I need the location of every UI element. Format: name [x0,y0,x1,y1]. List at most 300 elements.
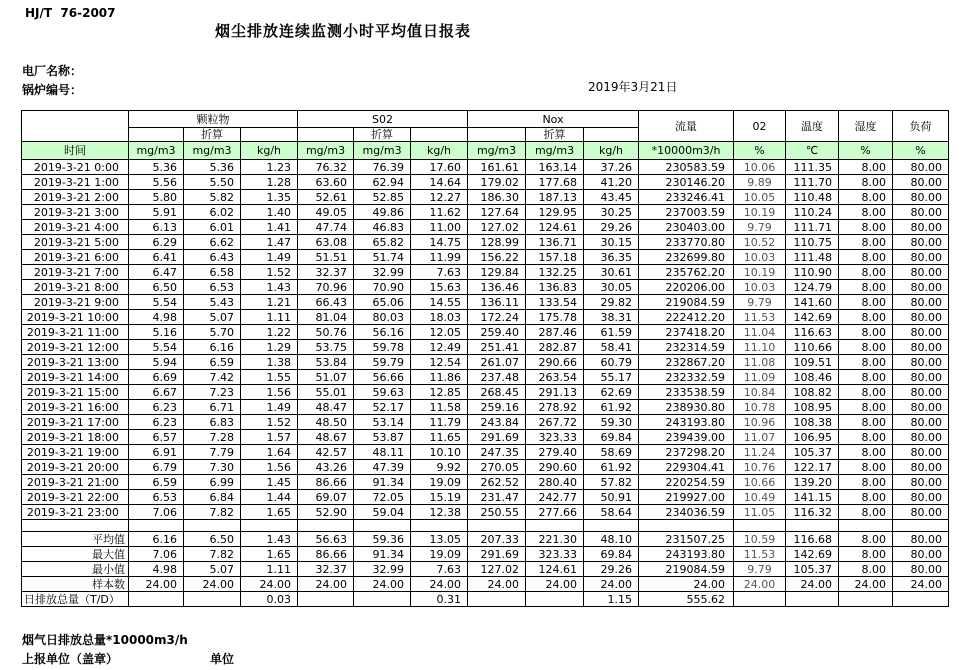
blank-cell [526,520,584,532]
summary-value-cell: 56.63 [298,532,354,547]
value-cell: 12.27 [411,190,468,205]
value-cell: 47.74 [298,220,354,235]
summary-value-cell: 243193.80 [639,547,734,562]
value-cell: 11.65 [411,430,468,445]
value-cell: 157.18 [526,250,584,265]
summary-value-cell: 24.00 [786,577,839,592]
time-cell: 2019-3-21 12:00 [22,340,129,355]
value-cell: 52.85 [354,190,411,205]
value-cell: 80.00 [893,415,949,430]
summary-value-cell: 1.43 [241,532,298,547]
value-cell: 291.13 [526,385,584,400]
value-cell: 55.17 [584,370,639,385]
value-cell: 1.52 [241,265,298,280]
value-cell: 80.00 [893,325,949,340]
summary-value-cell: 221.30 [526,532,584,547]
value-cell: 230403.00 [639,220,734,235]
value-cell: 14.55 [411,295,468,310]
time-cell: 2019-3-21 4:00 [22,220,129,235]
value-cell: 53.87 [354,430,411,445]
value-cell: 42.57 [298,445,354,460]
value-cell: 6.69 [129,370,184,385]
table-row [22,280,949,295]
value-cell: 6.02 [184,205,241,220]
value-cell: 6.59 [184,355,241,370]
value-cell: 163.14 [526,160,584,175]
value-cell: 11.58 [411,400,468,415]
value-cell: 1.56 [241,460,298,475]
boiler-no-label: 锅炉编号： [22,83,83,97]
value-cell: 11.00 [411,220,468,235]
summary-value-cell: 24.00 [468,577,526,592]
table-row [22,325,949,340]
value-cell: 5.16 [129,325,184,340]
summary-value-cell: 24.00 [839,577,893,592]
value-cell: 6.57 [129,430,184,445]
value-cell: 235762.20 [639,265,734,280]
table-row [22,205,949,220]
value-cell: 1.41 [241,220,298,235]
time-cell: 2019-3-21 15:00 [22,385,129,400]
value-cell: 29.82 [584,295,639,310]
value-cell: 80.00 [893,475,949,490]
value-cell: 80.00 [893,505,949,520]
value-cell: 1.22 [241,325,298,340]
summary-value-cell [468,592,526,607]
value-cell: 7.63 [411,265,468,280]
value-cell: 53.14 [354,415,411,430]
value-cell: 51.74 [354,250,411,265]
value-cell: 8.00 [839,370,893,385]
value-cell: 43.45 [584,190,639,205]
value-cell: 250.55 [468,505,526,520]
value-cell: 80.00 [893,190,949,205]
value-cell: 129.84 [468,265,526,280]
blank-cell [241,520,298,532]
value-cell: 8.00 [839,205,893,220]
value-cell: 8.00 [839,475,893,490]
unit-cell: mg/m3 [184,142,241,160]
value-cell: 76.32 [298,160,354,175]
value-cell: 5.91 [129,205,184,220]
value-cell: 323.33 [526,430,584,445]
value-cell: 277.66 [526,505,584,520]
value-cell: 234036.59 [639,505,734,520]
value-cell: 7.28 [184,430,241,445]
value-cell: 80.00 [893,160,949,175]
summary-value-cell: 59.36 [354,532,411,547]
value-cell: 8.00 [839,385,893,400]
value-cell: 1.35 [241,190,298,205]
value-cell: 51.07 [298,370,354,385]
value-cell: 51.51 [298,250,354,265]
value-cell: 8.00 [839,220,893,235]
value-cell: 105.37 [786,445,839,460]
unit-cell: kg/h [411,142,468,160]
value-cell: 136.11 [468,295,526,310]
table-row [22,415,949,430]
value-cell: 9.79 [734,220,786,235]
value-cell: 11.10 [734,340,786,355]
value-cell: 11.08 [734,355,786,370]
value-cell: 237418.20 [639,325,734,340]
value-cell: 5.43 [184,295,241,310]
time-cell: 2019-3-21 1:00 [22,175,129,190]
summary-value-cell: 11.53 [734,547,786,562]
time-cell: 2019-3-21 23:00 [22,505,129,520]
summary-value-cell: 8.00 [839,562,893,577]
value-cell: 80.00 [893,235,949,250]
value-cell: 12.38 [411,505,468,520]
units-row [22,142,949,160]
summary-value-cell: 24.00 [241,577,298,592]
value-cell: 219927.00 [639,490,734,505]
value-cell: 50.91 [584,490,639,505]
value-cell: 1.64 [241,445,298,460]
summary-label: 最大值 [22,547,129,562]
value-cell: 282.87 [526,340,584,355]
value-cell: 222412.20 [639,310,734,325]
value-cell: 5.80 [129,190,184,205]
unit-cell: kg/h [241,142,298,160]
value-cell: 11.24 [734,445,786,460]
value-cell: 8.00 [839,235,893,250]
value-cell: 15.63 [411,280,468,295]
value-cell: 9.92 [411,460,468,475]
value-cell: 8.00 [839,490,893,505]
time-cell: 2019-3-21 16:00 [22,400,129,415]
value-cell: 136.46 [468,280,526,295]
value-cell: 6.79 [129,460,184,475]
unit-cell: kg/h [584,142,639,160]
value-cell: 59.30 [584,415,639,430]
value-cell: 38.31 [584,310,639,325]
value-cell: 80.00 [893,310,949,325]
value-cell: 1.28 [241,175,298,190]
value-cell: 66.43 [298,295,354,310]
value-cell: 10.52 [734,235,786,250]
value-cell: 230583.59 [639,160,734,175]
value-cell: 48.67 [298,430,354,445]
value-cell: 80.00 [893,250,949,265]
table-row [22,175,949,190]
value-cell: 290.60 [526,460,584,475]
value-cell: 6.16 [184,340,241,355]
summary-row [22,532,949,547]
pm-kgh-spacer [241,128,298,142]
value-cell: 9.89 [734,175,786,190]
summary-value-cell: 219084.59 [639,562,734,577]
pm-converted-label: 折算 [184,128,241,142]
table-row [22,445,949,460]
unit-cell: mg/m3 [468,142,526,160]
summary-value-cell [298,592,354,607]
value-cell: 52.90 [298,505,354,520]
value-cell: 116.32 [786,505,839,520]
value-cell: 63.08 [298,235,354,250]
value-cell: 10.05 [734,190,786,205]
time-header-spacer [22,111,129,142]
summary-label: 最小值 [22,562,129,577]
summary-value-cell: 124.61 [526,562,584,577]
monitoring-table [21,110,949,607]
value-cell: 109.51 [786,355,839,370]
time-cell: 2019-3-21 10:00 [22,310,129,325]
time-cell: 2019-3-21 22:00 [22,490,129,505]
value-cell: 124.79 [786,280,839,295]
summary-value-cell: 86.66 [298,547,354,562]
header-humidity: 湿度 [839,111,893,142]
value-cell: 8.00 [839,355,893,370]
unit-cell: ℃ [786,142,839,160]
value-cell: 10.19 [734,265,786,280]
table-row [22,190,949,205]
table-row [22,310,949,325]
value-cell: 136.71 [526,235,584,250]
header-flow: 流量 [639,111,734,142]
value-cell: 232314.59 [639,340,734,355]
summary-value-cell: 24.00 [639,577,734,592]
value-cell: 48.50 [298,415,354,430]
value-cell: 47.39 [354,460,411,475]
value-cell: 7.42 [184,370,241,385]
summary-row [22,577,949,592]
value-cell: 6.67 [129,385,184,400]
value-cell: 290.66 [526,355,584,370]
value-cell: 7.82 [184,505,241,520]
summary-value-cell: 29.26 [584,562,639,577]
summary-value-cell: 6.50 [184,532,241,547]
value-cell: 80.00 [893,430,949,445]
value-cell: 8.00 [839,250,893,265]
value-cell: 80.00 [893,385,949,400]
summary-value-cell: 10.59 [734,532,786,547]
value-cell: 110.75 [786,235,839,250]
time-cell: 2019-3-21 20:00 [22,460,129,475]
value-cell: 56.66 [354,370,411,385]
time-cell: 2019-3-21 8:00 [22,280,129,295]
summary-row [22,547,949,562]
value-cell: 17.60 [411,160,468,175]
value-cell: 7.30 [184,460,241,475]
value-cell: 175.78 [526,310,584,325]
value-cell: 220206.00 [639,280,734,295]
value-cell: 133.54 [526,295,584,310]
time-cell: 2019-3-21 3:00 [22,205,129,220]
value-cell: 231.47 [468,490,526,505]
value-cell: 229304.41 [639,460,734,475]
value-cell: 161.61 [468,160,526,175]
value-cell: 8.00 [839,160,893,175]
value-cell: 14.64 [411,175,468,190]
summary-value-cell: 19.09 [411,547,468,562]
summary-value-cell [129,592,184,607]
spacer-row [22,520,949,532]
value-cell: 61.92 [584,400,639,415]
table-row [22,250,949,265]
summary-value-cell: 13.05 [411,532,468,547]
value-cell: 11.79 [411,415,468,430]
value-cell: 6.91 [129,445,184,460]
value-cell: 1.55 [241,370,298,385]
value-cell: 172.24 [468,310,526,325]
value-cell: 5.50 [184,175,241,190]
value-cell: 80.00 [893,490,949,505]
value-cell: 243193.80 [639,415,734,430]
summary-value-cell: 1.11 [241,562,298,577]
unit-label: 单位 [210,652,235,666]
value-cell: 262.52 [468,475,526,490]
value-cell: 230146.20 [639,175,734,190]
time-cell: 2019-3-21 5:00 [22,235,129,250]
value-cell: 6.83 [184,415,241,430]
summary-value-cell: 24.00 [298,577,354,592]
time-cell: 2019-3-21 21:00 [22,475,129,490]
value-cell: 59.78 [354,340,411,355]
summary-value-cell: 24.00 [411,577,468,592]
value-cell: 58.64 [584,505,639,520]
value-cell: 5.54 [129,340,184,355]
value-cell: 80.00 [893,340,949,355]
value-cell: 80.00 [893,400,949,415]
value-cell: 237.48 [468,370,526,385]
plant-name-label: 电厂名称： [22,64,83,78]
value-cell: 6.23 [129,415,184,430]
header-temperature: 温度 [786,111,839,142]
value-cell: 59.04 [354,505,411,520]
value-cell: 11.09 [734,370,786,385]
standard-number: HJ/T 76-2007 [25,6,116,20]
value-cell: 111.48 [786,250,839,265]
value-cell: 1.38 [241,355,298,370]
value-cell: 263.54 [526,370,584,385]
value-cell: 259.16 [468,400,526,415]
unit-cell: mg/m3 [526,142,584,160]
blank-cell [584,520,639,532]
value-cell: 80.00 [893,460,949,475]
value-cell: 5.70 [184,325,241,340]
value-cell: 58.41 [584,340,639,355]
value-cell: 8.00 [839,265,893,280]
value-cell: 1.43 [241,280,298,295]
value-cell: 11.86 [411,370,468,385]
value-cell: 233538.59 [639,385,734,400]
value-cell: 80.00 [893,295,949,310]
value-cell: 10.96 [734,415,786,430]
table-row [22,220,949,235]
value-cell: 10.76 [734,460,786,475]
value-cell: 111.71 [786,220,839,235]
value-cell: 141.60 [786,295,839,310]
blank-cell [411,520,468,532]
value-cell: 69.84 [584,430,639,445]
unit-cell: *10000m3/h [639,142,734,160]
time-cell: 2019-3-21 0:00 [22,160,129,175]
value-cell: 56.16 [354,325,411,340]
value-cell: 8.00 [839,400,893,415]
summary-row [22,592,949,607]
summary-value-cell [839,592,893,607]
value-cell: 142.69 [786,310,839,325]
value-cell: 46.83 [354,220,411,235]
time-cell: 2019-3-21 9:00 [22,295,129,310]
value-cell: 1.11 [241,310,298,325]
summary-value-cell [893,592,949,607]
value-cell: 14.75 [411,235,468,250]
value-cell: 11.99 [411,250,468,265]
value-cell: 8.00 [839,295,893,310]
summary-value-cell: 91.34 [354,547,411,562]
value-cell: 233770.80 [639,235,734,250]
value-cell: 127.64 [468,205,526,220]
value-cell: 280.40 [526,475,584,490]
value-cell: 267.72 [526,415,584,430]
value-cell: 251.41 [468,340,526,355]
summary-value-cell: 7.82 [184,547,241,562]
summary-value-cell: 32.99 [354,562,411,577]
blank-cell [468,520,526,532]
value-cell: 37.26 [584,160,639,175]
flue-gas-total-label: 烟气日排放总量*10000m3/h [22,633,188,647]
value-cell: 10.66 [734,475,786,490]
value-cell: 279.40 [526,445,584,460]
summary-value-cell: 116.68 [786,532,839,547]
value-cell: 52.61 [298,190,354,205]
summary-value-cell: 0.03 [241,592,298,607]
value-cell: 233246.41 [639,190,734,205]
value-cell: 111.35 [786,160,839,175]
summary-value-cell: 1.65 [241,547,298,562]
value-cell: 116.63 [786,325,839,340]
value-cell: 247.35 [468,445,526,460]
value-cell: 6.50 [129,280,184,295]
summary-value-cell: 555.62 [639,592,734,607]
value-cell: 10.19 [734,205,786,220]
value-cell: 11.05 [734,505,786,520]
value-cell: 232867.20 [639,355,734,370]
value-cell: 291.69 [468,430,526,445]
so2-raw-spacer [298,128,354,142]
value-cell: 65.82 [354,235,411,250]
value-cell: 132.25 [526,265,584,280]
summary-value-cell: 80.00 [893,532,949,547]
summary-value-cell [184,592,241,607]
summary-value-cell [786,592,839,607]
value-cell: 8.00 [839,340,893,355]
value-cell: 10.49 [734,490,786,505]
value-cell: 52.17 [354,400,411,415]
value-cell: 29.26 [584,220,639,235]
value-cell: 129.95 [526,205,584,220]
value-cell: 11.04 [734,325,786,340]
pm-raw-spacer [129,128,184,142]
time-cell: 2019-3-21 6:00 [22,250,129,265]
value-cell: 287.46 [526,325,584,340]
value-cell: 8.00 [839,310,893,325]
value-cell: 10.78 [734,400,786,415]
table-row [22,400,949,415]
value-cell: 1.52 [241,415,298,430]
summary-value-cell [734,592,786,607]
summary-value-cell: 7.63 [411,562,468,577]
value-cell: 8.00 [839,325,893,340]
summary-value-cell: 24.00 [893,577,949,592]
value-cell: 12.85 [411,385,468,400]
value-cell: 110.90 [786,265,839,280]
time-cell: 2019-3-21 19:00 [22,445,129,460]
summary-value-cell: 32.37 [298,562,354,577]
value-cell: 1.47 [241,235,298,250]
